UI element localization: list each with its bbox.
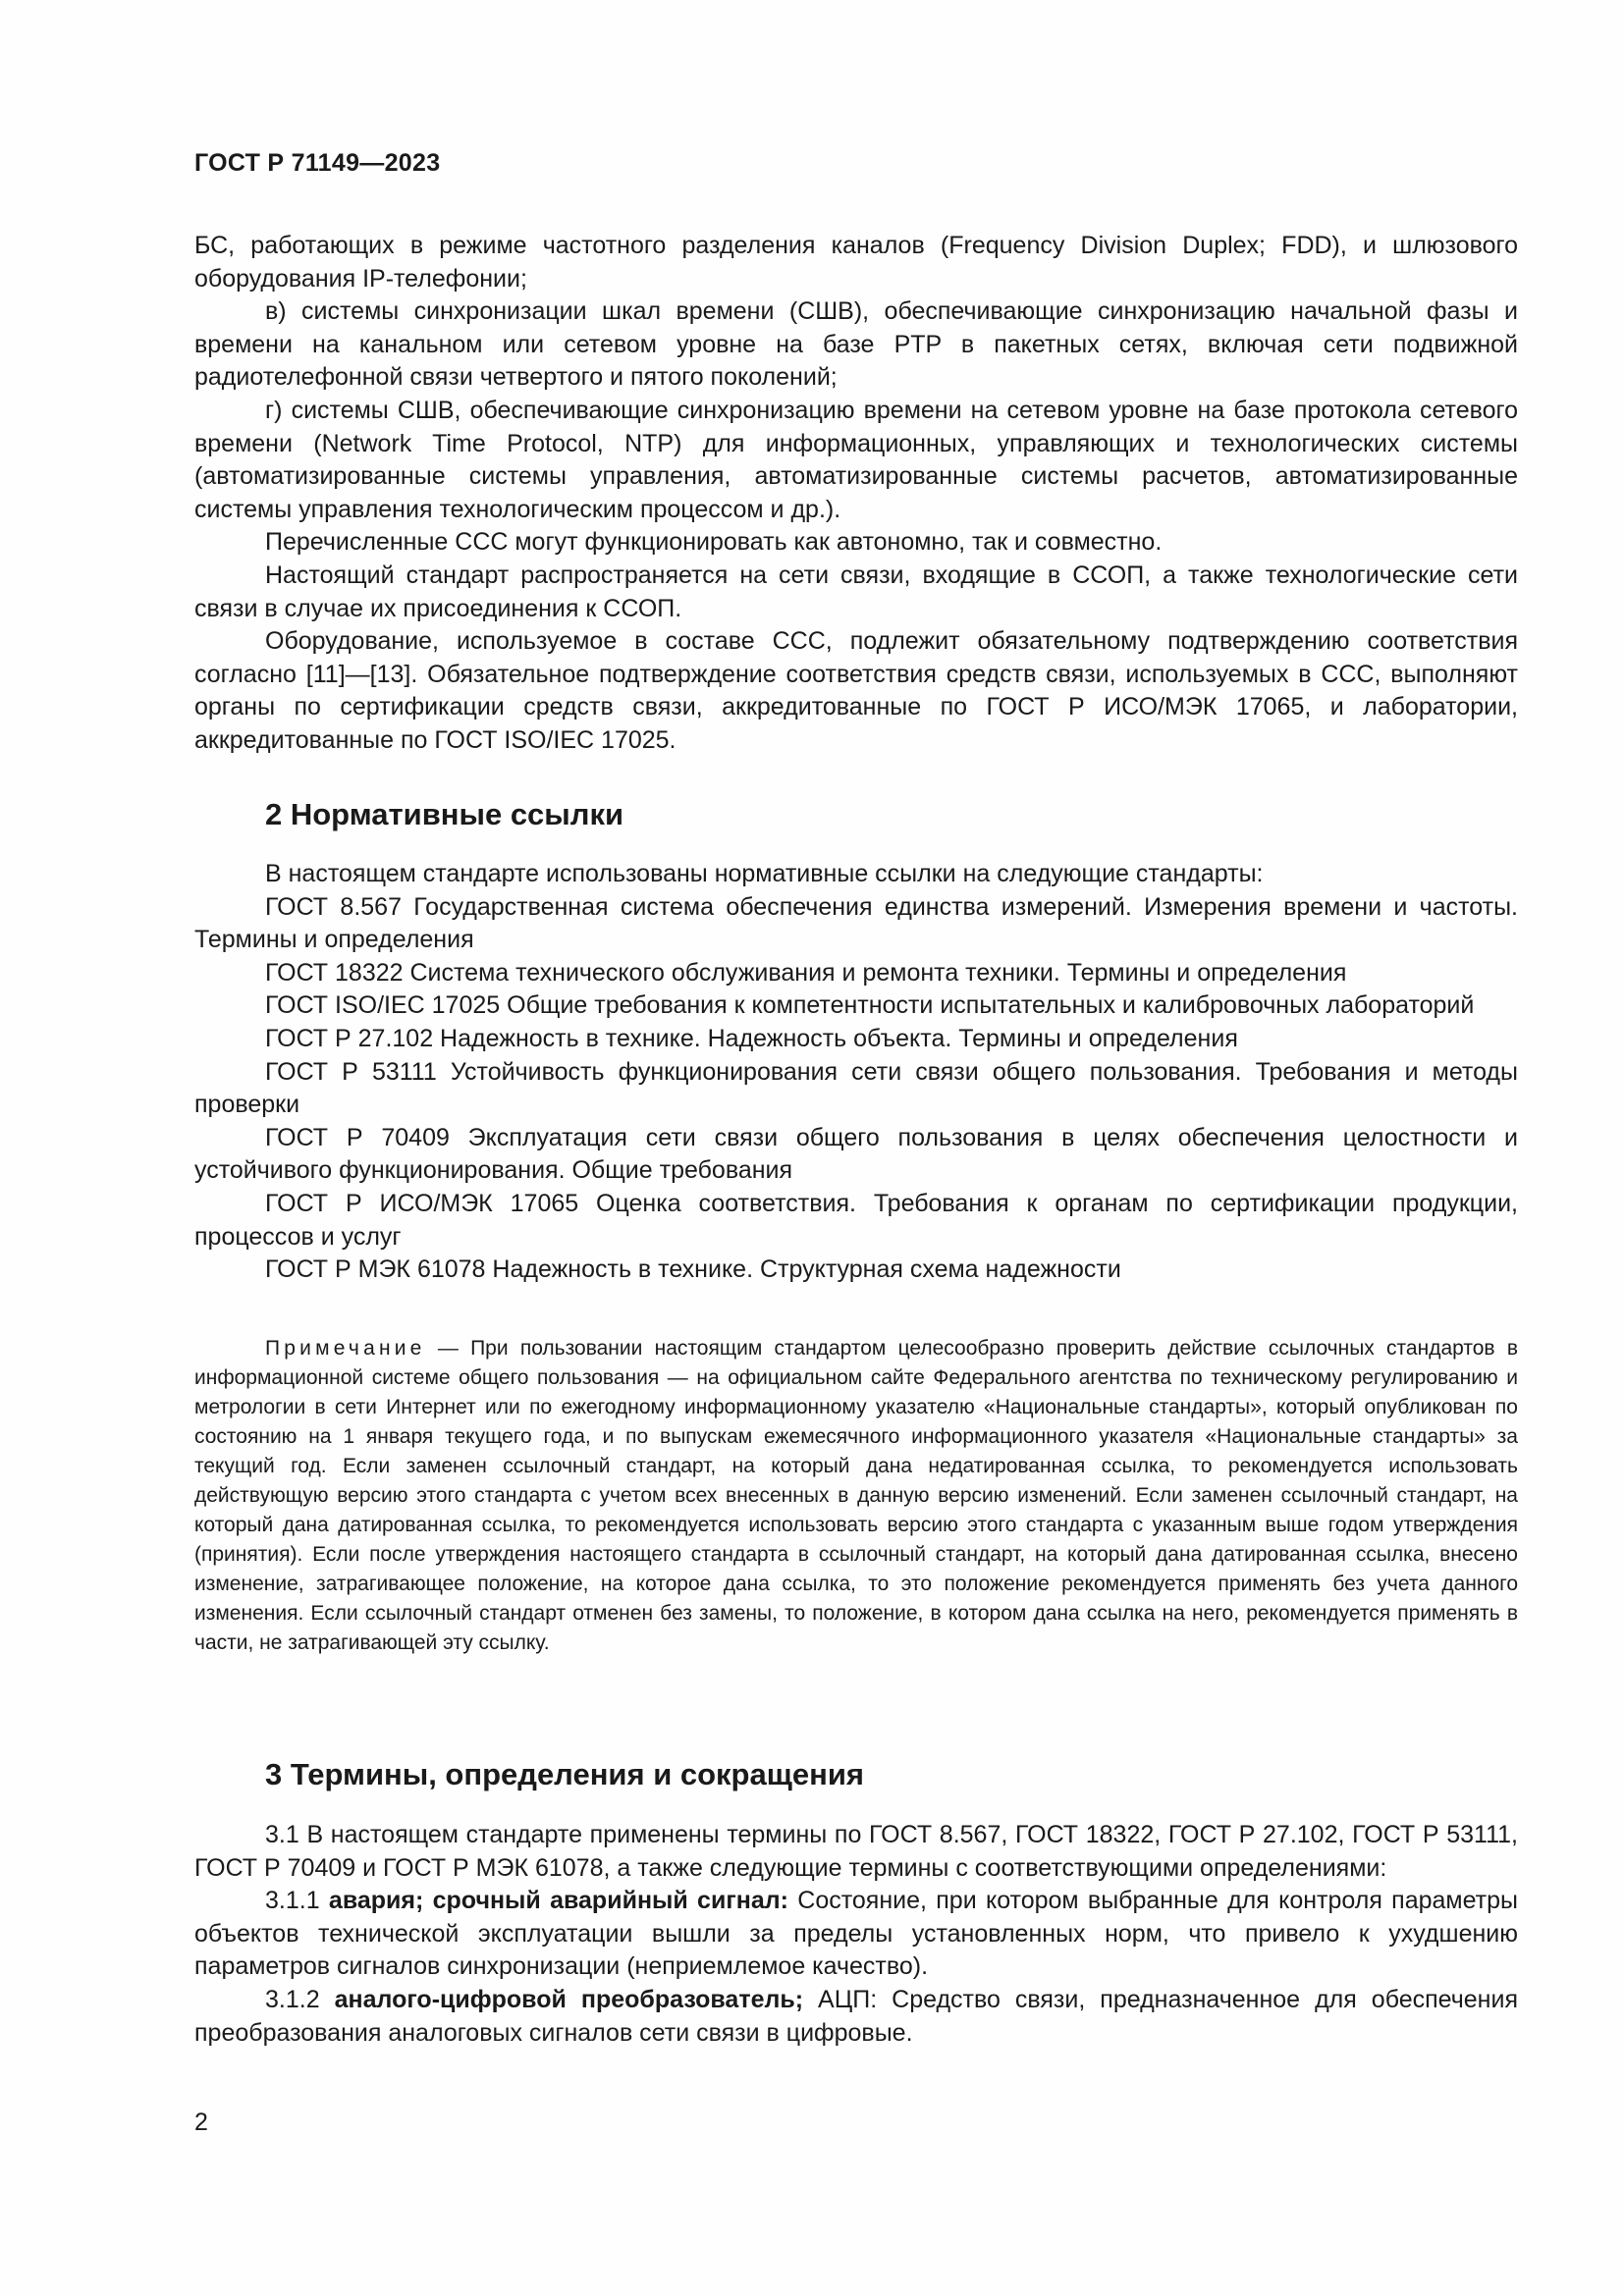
reference-item: ГОСТ Р МЭК 61078 Надежность в технике. Структурная схема надежности xyxy=(265,1255,1121,1284)
intro-paragraph-4: Перечисленные ССС могут функционировать как автономно, так и совместно. xyxy=(265,528,1163,557)
section-2-title: 2 Нормативные ссылки xyxy=(265,797,624,831)
note-label: Примечание xyxy=(265,1337,426,1360)
intro-paragraph-6: Оборудование, используемое в составе ССС, подлежит обязательному подтверждению соответствия согласно [11]—[13]. Обязательное подтверждение соответствия средств связи, используемых в ССС, выполняют органы по сертификации средств связи, аккредитованные по ГОСТ Р ИСО/МЭК 17065, и лаборатории, аккредитованные по ГОСТ ISO/IEC 17025. xyxy=(194,627,1518,754)
reference-item: ГОСТ 18322 Система технического обслуживания и ремонта техники. Термины и определения xyxy=(265,958,1347,987)
reference-item: ГОСТ ISO/IEC 17025 Общие требования к компетентности испытательных и калибровочных лабораторий xyxy=(265,991,1475,1020)
document-header: ГОСТ Р 71149—2023 xyxy=(194,149,441,177)
term-3-1-2 xyxy=(194,1984,1518,2050)
note-text: — При пользовании настоящим стандартом целесообразно проверить действие ссылочных стандартов в информационной системе общего пользования — на официальном сайте Федерального агентства по техническому регулированию и метрологии в сети Интернет или по ежегодному информационному указателю «Национальные стандарты», который опубликован по состоянию на 1 января текущего года, и по выпускам ежемесячного информационного указателя «Национальные стандарты» за текущий год. Если заменен ссылочный стандарт, на который дана недатированная ссылка, то рекомендуется использовать действующую версию этого стандарта с учетом всех внесенных в данную версию изменений. Если заменен ссылочный стандарт, на который дана датированная ссылка, то рекомендуется использовать версию этого стандарта с указанным выше годом утверждения (принятия). Если после утверждения настоящего стандарта в ссылочный стандарт, на который дана датированная ссылка, внесено изменение, затрагивающее положение, на которое дана ссылка, то это положение рекомендуется применять без учета данного изменения. Если ссылочный стандарт отменен без замены, то положение, в котором дана ссылка на него, рекомендуется применять в части, не затрагивающей эту ссылку. xyxy=(194,1337,1518,1654)
reference-item: ГОСТ Р ИСО/МЭК 17065 Оценка соответствия. Требования к органам по сертификации продукции, процессов и услуг xyxy=(194,1189,1518,1251)
term-name: авария; срочный аварийный сигнал: xyxy=(328,1887,788,1915)
terms-block xyxy=(194,1819,1518,2050)
term-name: аналого-цифровой преобразователь; xyxy=(334,1985,804,2013)
references-list xyxy=(194,858,1518,1287)
references-note xyxy=(194,1334,1518,1658)
reference-item: ГОСТ 8.567 Государственная система обеспечения единства измерений. Измерения времени и частоты. Термины и определения xyxy=(194,892,1518,954)
intro-block xyxy=(194,230,1518,758)
term-definition: Состояние, при котором выбранные для контроля параметры объектов технической эксплуатации вышли за пределы установленных норм, что привело к ухудшению параметров сигналов синхронизации (неприемлемое качество). xyxy=(194,1887,1519,1981)
intro-paragraph-3: г) системы СШВ, обеспечивающие синхронизацию времени на сетевом уровне на базе протокола сетевого времени (Network Time Protocol, NTP) для информационных, управляющих и технологических системы (автоматизированные системы управления, автоматизированные системы расчетов, автоматизированные системы управления технологическим процессом и др.). xyxy=(194,396,1518,523)
intro-paragraph-5: Настоящий стандарт распространяется на сети связи, входящие в ССОП, а также технологические сети связи в случае их присоединения к ССОП. xyxy=(194,561,1518,622)
reference-item: ГОСТ Р 53111 Устойчивость функционирования сети связи общего пользования. Требования и методы проверки xyxy=(194,1057,1518,1119)
term-3-1-1 xyxy=(194,1885,1518,1984)
terms-intro: 3.1 В настоящем стандарте применены термины по ГОСТ 8.567, ГОСТ 18322, ГОСТ Р 27.102, ГОСТ Р 53111, ГОСТ Р 70409 и ГОСТ Р МЭК 61078, а также следующие термины с соответствующими определениями: xyxy=(194,1821,1518,1882)
page-number: 2 xyxy=(194,2109,208,2136)
term-number: 3.1.2 xyxy=(265,1985,335,2013)
section-3-title: 3 Термины, определения и сокращения xyxy=(265,1757,864,1791)
reference-item: ГОСТ Р 70409 Эксплуатация сети связи общего пользования в целях обеспечения целостности и устойчивого функционирования. Общие требования xyxy=(194,1123,1518,1185)
term-number: 3.1.1 xyxy=(265,1887,329,1915)
intro-paragraph-1: БС, работающих в режиме частотного разделения каналов (Frequency Division Duplex; FDD), и шлюзового оборудования IP-телефонии; xyxy=(194,232,1518,293)
term-definition: АЦП: Средство связи, предназначенное для обеспечения преобразования аналоговых сигналов сети связи в цифровые. xyxy=(194,1985,1518,2047)
references-lead: В настоящем стандарте использованы нормативные ссылки на следующие стандарты: xyxy=(265,860,1264,887)
reference-item: ГОСТ Р 27.102 Надежность в технике. Надежность объекта. Термины и определения xyxy=(265,1024,1238,1052)
intro-paragraph-2: в) системы синхронизации шкал времени (СШВ), обеспечивающие синхронизацию начальной фазы и времени на канальном или сетевом уровне на базе PTP в пакетных сетях, включая сети подвижной радиотелефонной связи четвертого и пятого поколений; xyxy=(194,297,1518,392)
